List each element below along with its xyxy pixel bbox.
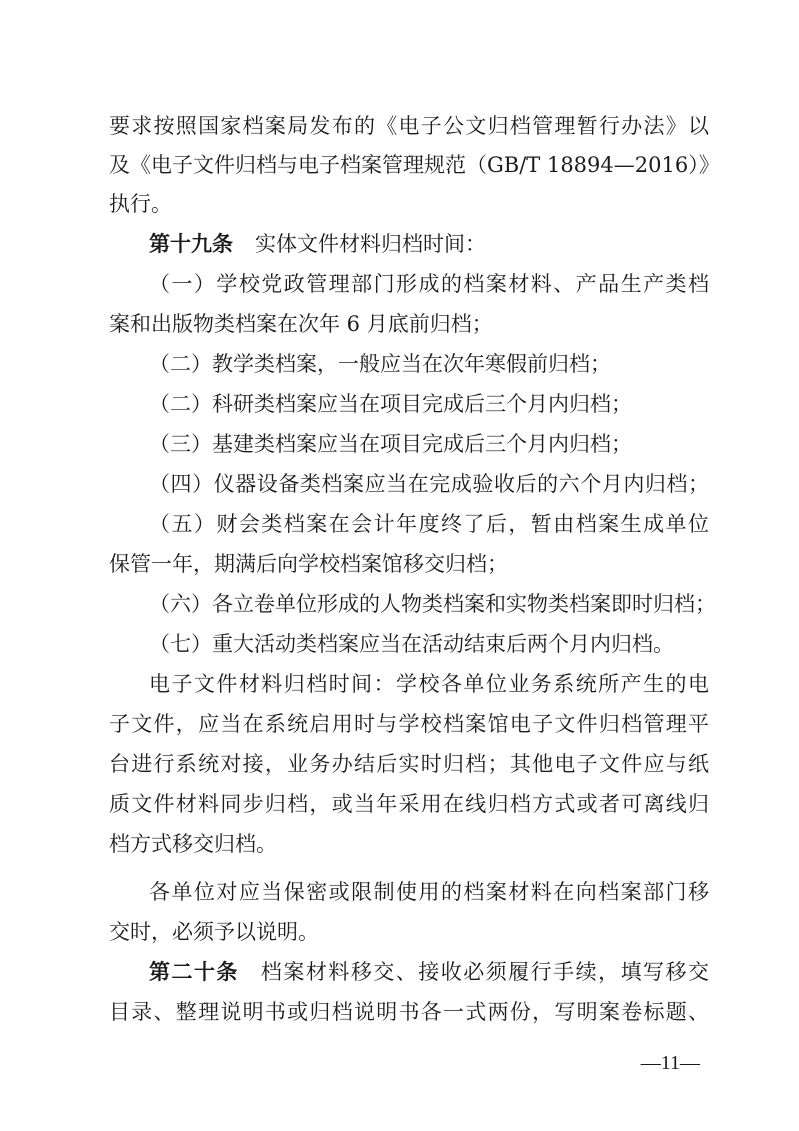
paragraph-line: 目录、整理说明书或归档说明书各一式两份，写明案卷标题、	[109, 1000, 709, 1024]
paragraph-line: （二）教学类档案，一般应当在次年寒假前归档；	[149, 352, 611, 376]
article-19-line	[149, 230, 709, 258]
paragraph-line: 各单位对应当保密或限制使用的档案材料在向档案部门移	[149, 880, 709, 904]
paragraph-line: （一）学校党政管理部门形成的档案材料、产品生产类档	[149, 272, 709, 296]
paragraph-line: 要求按照国家档案局发布的《电子公文归档管理暂行办法》以	[109, 114, 709, 138]
paragraph-line: 交时，必须予以说明。	[109, 920, 319, 944]
article-heading: 第二十条	[149, 960, 239, 984]
article-text: 实体文件材料归档时间：	[255, 232, 486, 256]
paragraph-line: 电子文件材料归档时间：学校各单位业务系统所产生的电	[149, 672, 709, 696]
article-20-line	[149, 958, 709, 986]
paragraph-line: （七）重大活动类档案应当在活动结束后两个月内归档。	[149, 632, 674, 656]
paragraph-line: （三）基建类档案应当在项目完成后三个月内归档；	[149, 432, 632, 456]
paragraph-line: 及《电子文件归档与电子档案管理规范（GB/T 18894—2016）》	[109, 153, 720, 177]
paragraph-line: 执行。	[109, 192, 172, 216]
page-number: —11—	[640, 1052, 700, 1074]
paragraph-line: 档方式移交归档。	[109, 832, 277, 856]
paragraph-line: （二）科研类档案应当在项目完成后三个月内归档；	[149, 392, 632, 416]
article-heading: 第十九条	[149, 232, 233, 256]
paragraph-line: 案和出版物类档案在次年 6 月底前归档；	[109, 312, 493, 336]
article-text: 档案材料移交、接收必须履行手续，填写移交	[260, 960, 710, 984]
paragraph-line: 子文件，应当在系统启用时与学校档案馆电子文件归档管理平	[109, 712, 709, 736]
paragraph-line: （六）各立卷单位形成的人物类档案和实物类档案即时归档；	[149, 592, 716, 616]
paragraph-line: 保管一年，期满后向学校档案馆移交归档；	[109, 552, 508, 576]
paragraph-line: 质文件材料同步归档，或当年采用在线归档方式或者可离线归	[109, 792, 709, 816]
paragraph-line: （五）财会类档案在会计年度终了后，暂由档案生成单位	[149, 512, 709, 536]
paragraph-line: 台进行系统对接，业务办结后实时归档；其他电子文件应与纸	[109, 752, 709, 776]
paragraph-line: （四）仪器设备类档案应当在完成验收后的六个月内归档；	[149, 472, 709, 496]
